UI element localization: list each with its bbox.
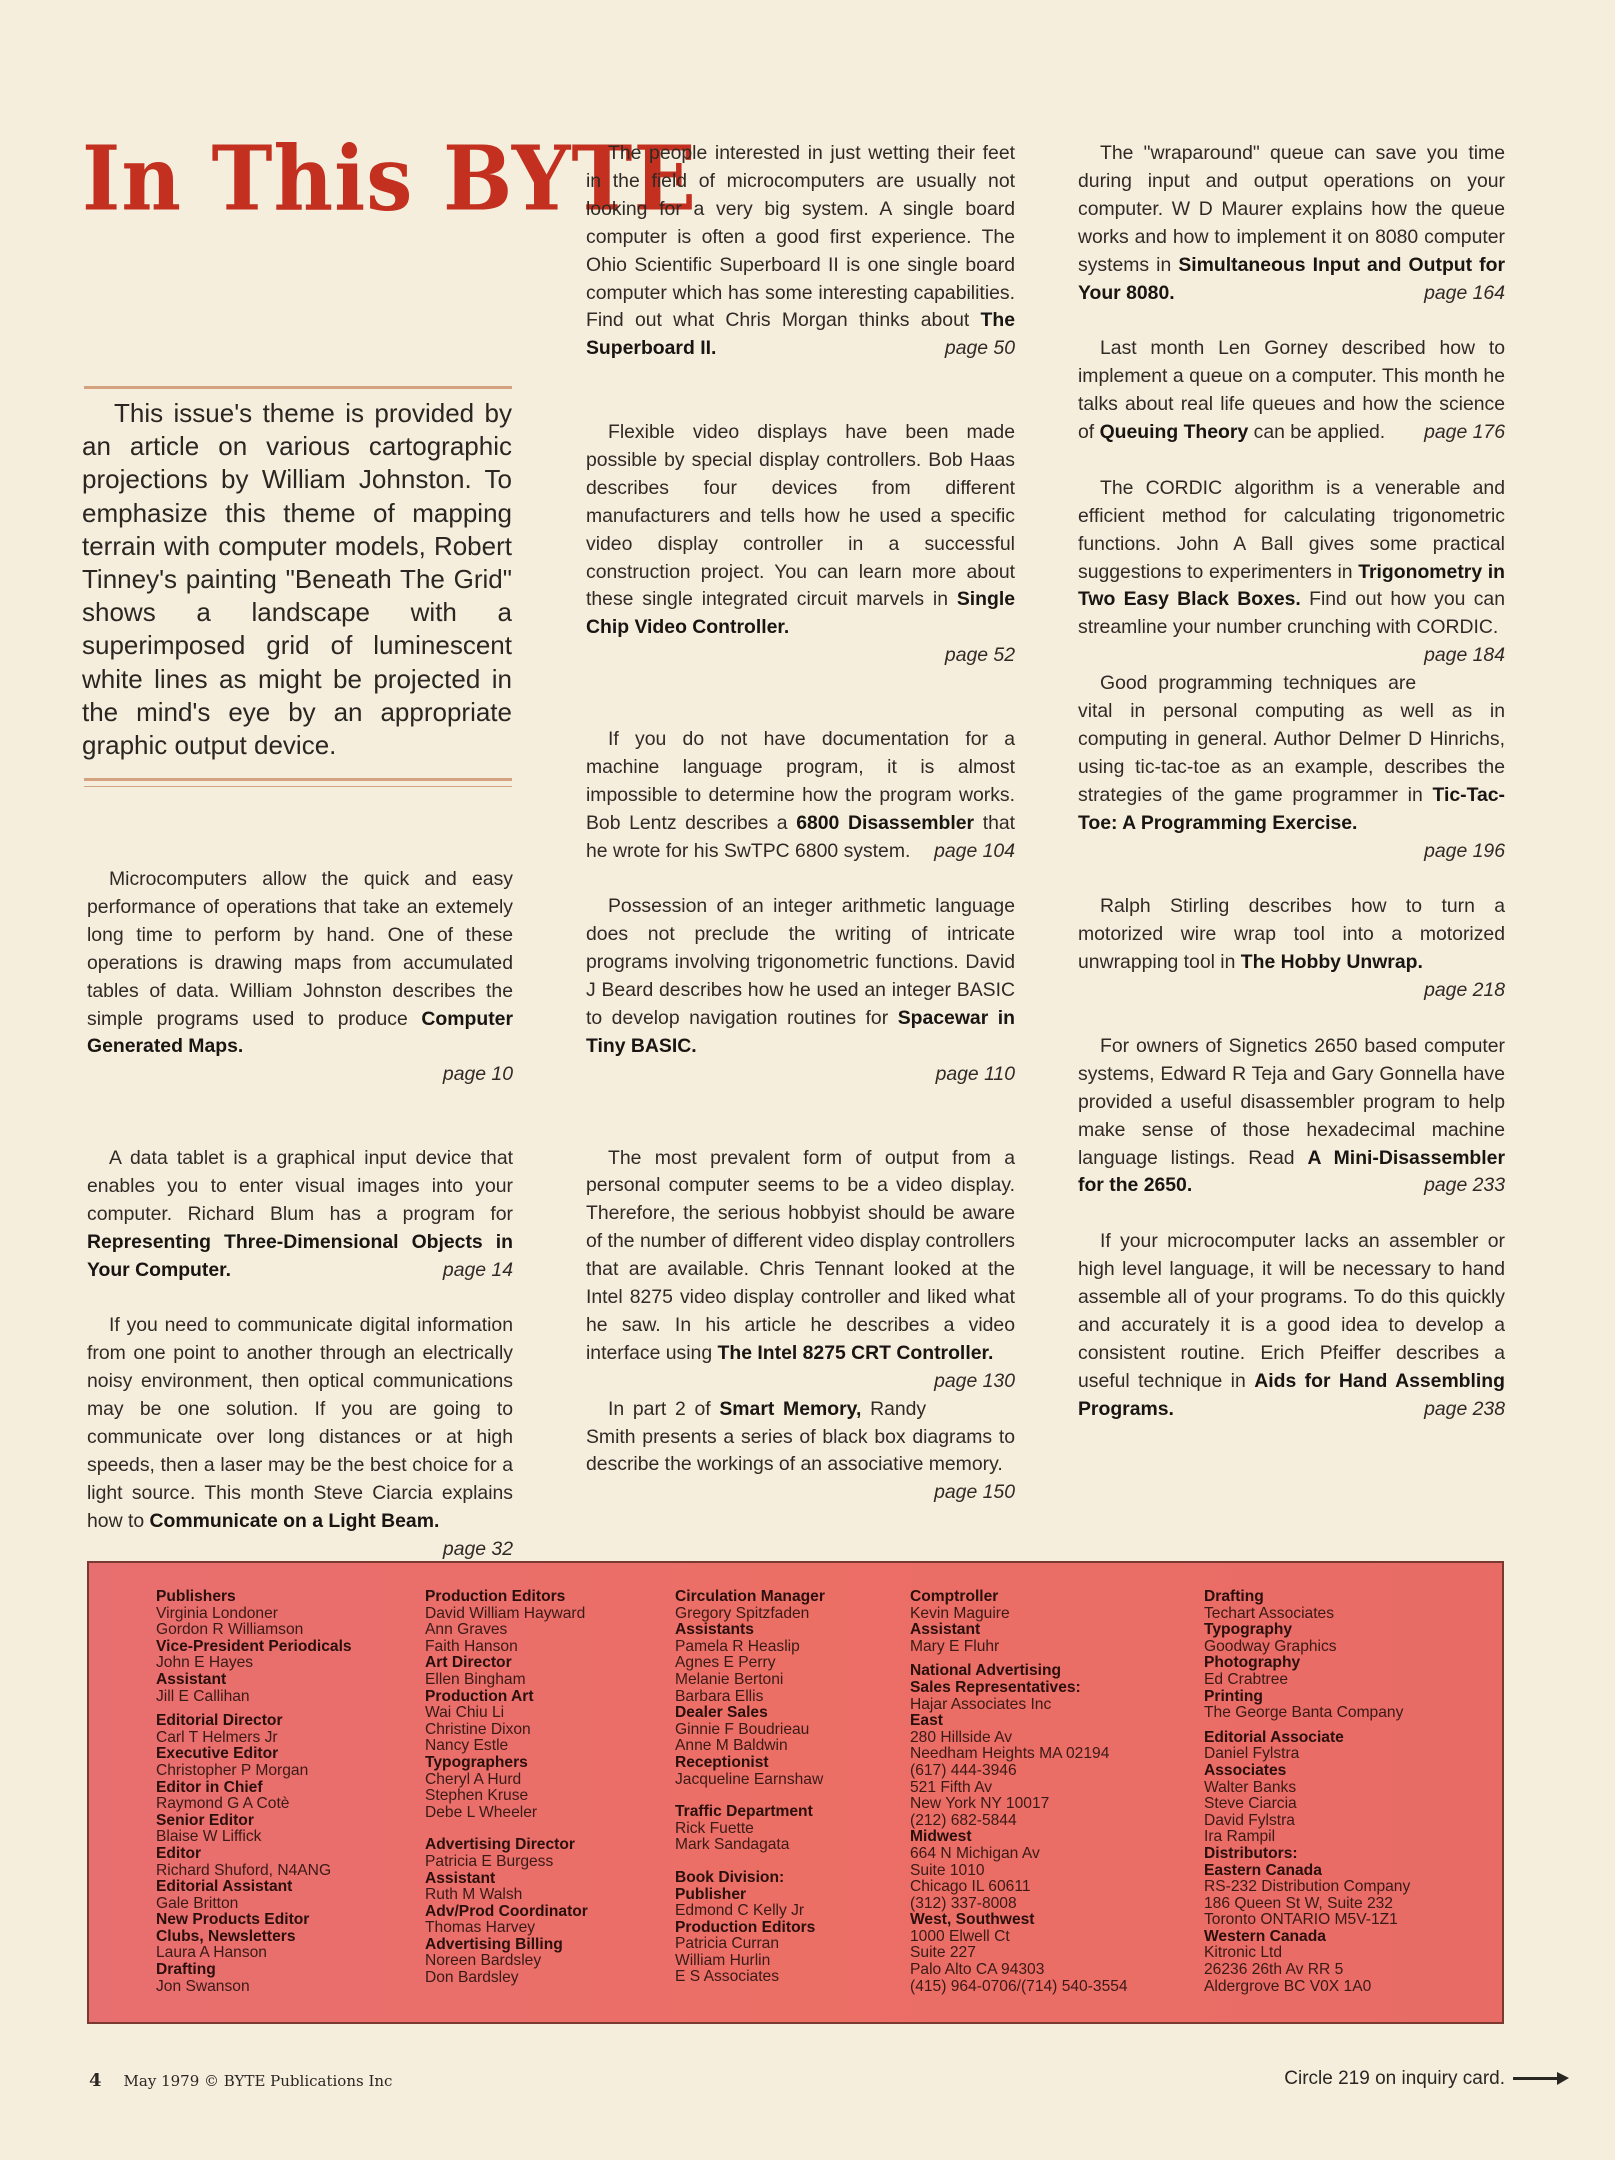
staff-heading: Publisher [675, 1885, 747, 1903]
staff-name: 186 Queen St W, Suite 232 [1204, 1894, 1393, 1912]
arrow-right-icon [1513, 2077, 1559, 2080]
staff-column-4 [910, 1589, 1128, 1995]
blurb-maps: Microcomputers allow the quick and easy performance of operations that take an extemely long time to perform by hand. One of these operations is drawing maps from accumulated tables of data. William Johnston describes the simple programs used to produce Computer Generated Maps. page 10 [87, 866, 513, 1089]
blurb-light: If you need to communicate digital information from one point to another through an electrically noisy environment, then optical communications may be one solution. If you are going to communicate over long distances or at high speeds, then a laser may be the best choice for a light source. This month Steve Ciarcia explains how to Communicate on a Light Beam. page 32 [87, 1312, 513, 1535]
staff-heading: Book Division: [675, 1868, 785, 1886]
theme-intro [82, 397, 512, 762]
staff-heading: Eastern Canada [1204, 1861, 1322, 1879]
blurb-mini-disassembler: For owners of Signetics 2650 based computer systems, Edward R Teja and Gary Gonnella have provided a useful disassembler program to help make sense of those hexadecimal machine language listings. Read A Mini-Disassembler for the 2650. page 233 [1078, 1033, 1505, 1200]
blurb-crt8275: The most prevalent form of output from a personal computer seems to be a video display. Therefore, the serious hobbyist should be aware of the number of different video display controllers that are available. Chris Tennant looked at the Intel 8275 video display controller and liked what he saw. In his article he describes a video interface using The Intel 8275 CRT Controller. page 130 [586, 1145, 1015, 1368]
blurb-cordic: The CORDIC algorithm is a venerable and efficient method for calculating trigonometric functions. John A Ball gives some practical suggestions to experimenters in Trigonometry in Two Easy Black Boxes. Find out how you can streamline your number crunching with CORDIC. page 184 [1078, 475, 1505, 642]
staff-name: Jill E Callihan [156, 1687, 250, 1705]
staff-column-1 [156, 1589, 352, 1995]
staff-name: Cheryl A Hurd [425, 1770, 522, 1788]
staff-name: Edmond C Kelly Jr [675, 1902, 805, 1920]
staff-heading: Associates [1204, 1761, 1287, 1779]
staff-heading: Publishers [156, 1588, 236, 1605]
page-ref: page 218 [1424, 979, 1505, 1002]
page-ref: page 10 [442, 1063, 513, 1086]
staff-name: Gale Britton [156, 1894, 239, 1912]
staff-heading: Production Editors [675, 1918, 816, 1936]
staff-name: Kevin Maguire [910, 1604, 1010, 1622]
staff-name: Christopher P Morgan [156, 1761, 309, 1779]
staff-heading: Circulation Manager [675, 1588, 825, 1605]
staff-heading: East [910, 1712, 943, 1730]
theme-text: This issue's theme is provided by an article on various cartographic projections by William Johnston. To emphasize this theme of mapping terrain with computer models, Robert Tinney's painting "Beneath The Grid" shows a landscape with a superimposed grid of luminescent white lines as might be projected in the mind's eye by an appropriate graphic output device. [82, 398, 512, 761]
page-ref: page 233 [1424, 1174, 1505, 1197]
staff-heading: Editor [156, 1844, 202, 1862]
staff-spacer [675, 1788, 825, 1796]
article-title: Single Chip Video Controller. [586, 588, 1015, 639]
staff-heading: Assistants [675, 1621, 754, 1639]
staff-heading: Assistant [156, 1670, 227, 1688]
page-ref: page 110 [935, 1062, 1015, 1085]
article-title: Smart Memory, [719, 1397, 862, 1420]
staff-name: Laura A Hanson [156, 1944, 267, 1962]
staff-heading: Assistant [425, 1869, 496, 1887]
staff-name: (212) 682-5844 [910, 1811, 1017, 1829]
staff-name: Anne M Baldwin [675, 1737, 788, 1755]
staff-heading: Advertising Billing [425, 1935, 563, 1953]
bottom-rule [84, 778, 512, 781]
footer-credit [89, 2070, 392, 2091]
staff-name: Mark Sandagata [675, 1836, 790, 1854]
staff-name: Carl T Helmers Jr [156, 1728, 278, 1746]
blurb-video: Flexible video displays have been made possible by special display controllers. Bob Haas describes four devices from different manufacturers and tells how he used a specific video display controller in a successful construction project. You can learn more about these single integrated circuit marvels in Single Chip Video Controller. page 52 [586, 419, 1015, 670]
staff-heading: Production Editors [425, 1588, 566, 1605]
staff-heading: Production Art [425, 1687, 534, 1705]
staff-name: The George Banta Company [1204, 1704, 1404, 1722]
page-ref: page 50 [944, 337, 1015, 360]
blurb-tablet: A data tablet is a graphical input device that enables you to enter visual images into your computer. Richard Blum has a program for Representing Three-Dimensional Objects in Your Computer. page 14 [87, 1145, 513, 1285]
blurb-superboard: The people interested in just wetting their feet in the field of microcomputers are usually not looking for a very big system. A single board computer is often a good first experience. The Ohio Scientific Superboard II is one single board computer which has some interesting capabilities. Find out what Chris Morgan thinks about The Superboard II. page 50 [586, 140, 1015, 363]
staff-name: E S Associates [675, 1968, 780, 1986]
article-title: 6800 Disassembler [796, 811, 975, 834]
page-number: 4 [89, 2070, 102, 2091]
staff-spacer [425, 1821, 588, 1829]
staff-name: Raymond G A Cotè [156, 1795, 290, 1813]
staff-name: Wai Chiu Li [425, 1704, 505, 1722]
staff-name: Daniel Fylstra [1204, 1745, 1300, 1763]
staff-name: John E Hayes [156, 1654, 254, 1672]
staff-name: William Hurlin [675, 1951, 771, 1969]
staff-heading: Assistant [910, 1621, 981, 1639]
staff-heading: West, Southwest [910, 1911, 1035, 1929]
staff-heading: Editorial Director [156, 1712, 283, 1730]
article-title: The Superboard II. [586, 309, 1015, 360]
staff-name: Patricia Curran [675, 1935, 779, 1953]
staff-heading: Editorial Assistant [156, 1878, 293, 1896]
staff-name: Goodway Graphics [1204, 1637, 1337, 1655]
article-title: The Hobby Unwrap. [1240, 951, 1423, 974]
article-title: Spacewar in Tiny BASIC. [586, 1007, 1015, 1057]
staff-name: Blaise W Liffick [156, 1828, 262, 1846]
staff-name: 521 Fifth Av [910, 1778, 993, 1796]
page-ref: page 130 [934, 1369, 1015, 1392]
staff-heading: Senior Editor [156, 1811, 254, 1829]
column-1 [87, 866, 513, 1564]
staff-name: Christine Dixon [425, 1720, 531, 1738]
staff-name: Ruth M Walsh [425, 1886, 523, 1904]
article-title: Tic-Tac-Toe: A Programming Exercise. [1078, 783, 1506, 834]
staff-name: Ed Crabtree [1204, 1670, 1289, 1688]
staff-heading: Receptionist [675, 1753, 769, 1771]
staff-name: New York NY 10017 [910, 1795, 1050, 1813]
page-ref: page 176 [1424, 421, 1505, 444]
staff-heading: Western Canada [1204, 1927, 1326, 1945]
staff-name: Melanie Bertoni [675, 1670, 784, 1688]
staff-name: Hajar Associates Inc [910, 1695, 1052, 1713]
staff-name: 664 N Michigan Av [910, 1844, 1040, 1862]
staff-heading: Typography [1204, 1621, 1293, 1639]
column-3 [1078, 140, 1505, 1451]
blurb-queuing: Last month Len Gorney described how to implement a queue on a computer. This month he talks about real life queues and how the science of Queuing Theory can be applied. page 176 [1078, 335, 1505, 447]
article-title: Communicate on a Light Beam. [149, 1509, 440, 1532]
article-title: Computer Generated Maps. [87, 1007, 513, 1058]
staff-name: Ira Rampil [1204, 1828, 1276, 1846]
staff-name: Agnes E Perry [675, 1654, 776, 1672]
article-title: Queuing Theory [1099, 421, 1249, 444]
staff-name: David Fylstra [1204, 1811, 1295, 1829]
staff-column-3 [675, 1589, 825, 1986]
staff-name: Palo Alto CA 94303 [910, 1961, 1045, 1979]
staff-name: Virginia Londoner [156, 1604, 278, 1622]
staff-name: Patricia E Burgess [425, 1852, 554, 1870]
staff-name: Gordon R Williamson [156, 1621, 304, 1639]
staff-name: Pamela R Heaslip [675, 1637, 800, 1655]
staff-masthead-box [87, 1561, 1504, 2024]
staff-heading: Distributors: [1204, 1844, 1298, 1862]
staff-heading: Adv/Prod Coordinator [425, 1902, 588, 1920]
staff-heading: Vice-President Periodicals [156, 1637, 352, 1655]
staff-heading: Printing [1204, 1687, 1263, 1705]
staff-heading: Drafting [1204, 1588, 1264, 1605]
staff-name: Needham Heights MA 02194 [910, 1745, 1110, 1763]
staff-name: Faith Hanson [425, 1637, 518, 1655]
staff-heading: Art Director [425, 1654, 512, 1672]
staff-name: (415) 964-0706/(714) 540-3554 [910, 1977, 1128, 1995]
page-ref: page 184 [1424, 644, 1505, 667]
copyright: May 1979 © BYTE Publications Inc [123, 2072, 393, 2090]
staff-heading: Typographers [425, 1753, 528, 1771]
page-ref: page 104 [934, 839, 1015, 862]
article-title: Simultaneous Input and Output for Your 8080. [1078, 253, 1506, 304]
staff-name: Thomas Harvey [425, 1919, 536, 1937]
page-ref: page 196 [1424, 839, 1505, 862]
staff-column-2 [425, 1589, 588, 1987]
staff-name: Steve Ciarcia [1204, 1795, 1297, 1813]
staff-heading: New Products Editor [156, 1911, 310, 1929]
staff-name: Toronto ONTARIO M5V-1Z1 [1204, 1911, 1398, 1929]
top-rule [84, 386, 512, 389]
staff-name: Nancy Estle [425, 1737, 509, 1755]
staff-name: Barbara Ellis [675, 1687, 764, 1705]
column-2 [586, 140, 1015, 1507]
staff-name: Suite 227 [910, 1944, 976, 1962]
staff-heading: Executive Editor [156, 1745, 279, 1763]
staff-name: Noreen Bardsley [425, 1952, 542, 1970]
staff-heading: Advertising Director [425, 1836, 575, 1854]
article-title: The Intel 8275 CRT Controller. [717, 1341, 994, 1364]
staff-heading: Comptroller [910, 1588, 999, 1605]
staff-heading: Clubs, Newsletters [156, 1927, 296, 1945]
bottom-rule-thin [84, 786, 512, 787]
staff-heading: National Advertising [910, 1662, 1062, 1680]
staff-name: Debe L Wheeler [425, 1803, 538, 1821]
blurb-wraparound: The "wraparound" queue can save you time during input and output operations on your computer. W D Maurer explains how the queue works and how to implement it on 8080 computer systems in Simultaneous Input and Output for Your 8080. page 164 [1078, 140, 1505, 307]
staff-name: Gregory Spitzfaden [675, 1604, 810, 1622]
page-ref: page 32 [442, 1537, 513, 1560]
blurb-6800-disassembler: If you do not have documentation for a machine language program, it is almost impossible to determine how the program works. Bob Lentz describes a 6800 Disassembler that he wrote for his SwTPC 6800 system. page 104 [586, 726, 1015, 866]
staff-heading: Dealer Sales [675, 1704, 768, 1722]
inquiry-note [1284, 2068, 1559, 2090]
staff-heading: Editorial Associate [1204, 1728, 1344, 1746]
article-title: Aids for Hand Assembling Programs. [1078, 1369, 1505, 1420]
staff-name: RS-232 Distribution Company [1204, 1878, 1411, 1896]
staff-name: 1000 Elwell Ct [910, 1927, 1010, 1945]
blurb-smart-memory: In part 2 of Smart Memory, Randy Smith presents a series of black box diagrams to describe the workings of an associative memory. page 150 [586, 1396, 1015, 1480]
staff-name: Kitronic Ltd [1204, 1944, 1283, 1962]
staff-heading: Traffic Department [675, 1803, 813, 1821]
staff-column-5 [1204, 1589, 1410, 1995]
staff-name: Stephen Kruse [425, 1787, 529, 1805]
article-title: A Mini-Disassembler for the 2650. [1078, 1146, 1505, 1197]
staff-name: Richard Shuford, N4ANG [156, 1861, 332, 1879]
staff-name: Ann Graves [425, 1621, 508, 1639]
staff-heading: Photography [1204, 1654, 1301, 1672]
staff-name: Jon Swanson [156, 1977, 250, 1995]
staff-spacer [675, 1854, 825, 1862]
staff-name: (312) 337-8008 [910, 1894, 1017, 1912]
staff-name: Chicago IL 60611 [910, 1878, 1031, 1896]
blurb-spacewar: Possession of an integer arithmetic language does not preclude the writing of intricate programs involving trigonometric functions. David J Beard describes how he used an integer BASIC to develop navigation routines for Spacewar in Tiny BASIC. page 110 [586, 893, 1015, 1088]
staff-name: 280 Hillside Av [910, 1728, 1012, 1746]
page-ref: page 238 [1424, 1397, 1505, 1420]
staff-name: Don Bardsley [425, 1969, 519, 1987]
blurb-hand-assembling: If your microcomputer lacks an assembler or high level language, it will be necessary to hand assemble all of your programs. To do this quickly and accurately it is a good idea to develop a consistent routine. Erich Pfeiffer describes a useful technique in Aids for Hand Assembling Programs. page 238 [1078, 1228, 1505, 1423]
article-title: Trigonometry in Two Easy Black Boxes. [1078, 560, 1505, 611]
staff-name: Mary E Fluhr [910, 1637, 1000, 1655]
staff-name: Ginnie F Boudrieau [675, 1720, 810, 1738]
inquiry-text: Circle 219 on inquiry card. [1284, 2068, 1505, 2089]
staff-name: Ellen Bingham [425, 1670, 526, 1688]
staff-name: 26236 26th Av RR 5 [1204, 1961, 1344, 1979]
staff-heading: Editor in Chief [156, 1778, 263, 1796]
staff-heading: Drafting [156, 1961, 216, 1979]
page-ref: page 14 [442, 1258, 513, 1281]
page-ref: page 150 [934, 1481, 1015, 1504]
staff-name: Walter Banks [1204, 1778, 1297, 1796]
staff-name: Techart Associates [1204, 1604, 1335, 1622]
article-title: Representing Three-Dimensional Objects in Your Computer. [87, 1230, 513, 1281]
blurb-unwrap: Ralph Stirling describes how to turn a motorized wire wrap tool into a motorized unwrapping tool in The Hobby Unwrap. page 218 [1078, 893, 1505, 1005]
staff-name: Suite 1010 [910, 1861, 985, 1879]
staff-name: Jacqueline Earnshaw [675, 1770, 824, 1788]
staff-heading: Sales Representatives: [910, 1678, 1081, 1696]
staff-name: Rick Fuette [675, 1819, 754, 1837]
staff-name: (617) 444-3946 [910, 1761, 1017, 1779]
staff-name: David William Hayward [425, 1604, 586, 1622]
page-ref: page 52 [944, 644, 1015, 667]
staff-name: Aldergrove BC V0X 1A0 [1204, 1977, 1372, 1995]
blurb-tictactoe: Good programming techniques are vital in personal computing as well as in computing in general. Author Delmer D Hinrichs, using tic-tac-toe as an example, describes the strategies of the game programmer in Tic-Tac-Toe: A Programming Exercise. page 196 [1078, 670, 1505, 865]
page-ref: page 164 [1424, 281, 1505, 304]
staff-heading: Midwest [910, 1828, 972, 1846]
masthead-logo: In This BYTE [82, 127, 697, 232]
